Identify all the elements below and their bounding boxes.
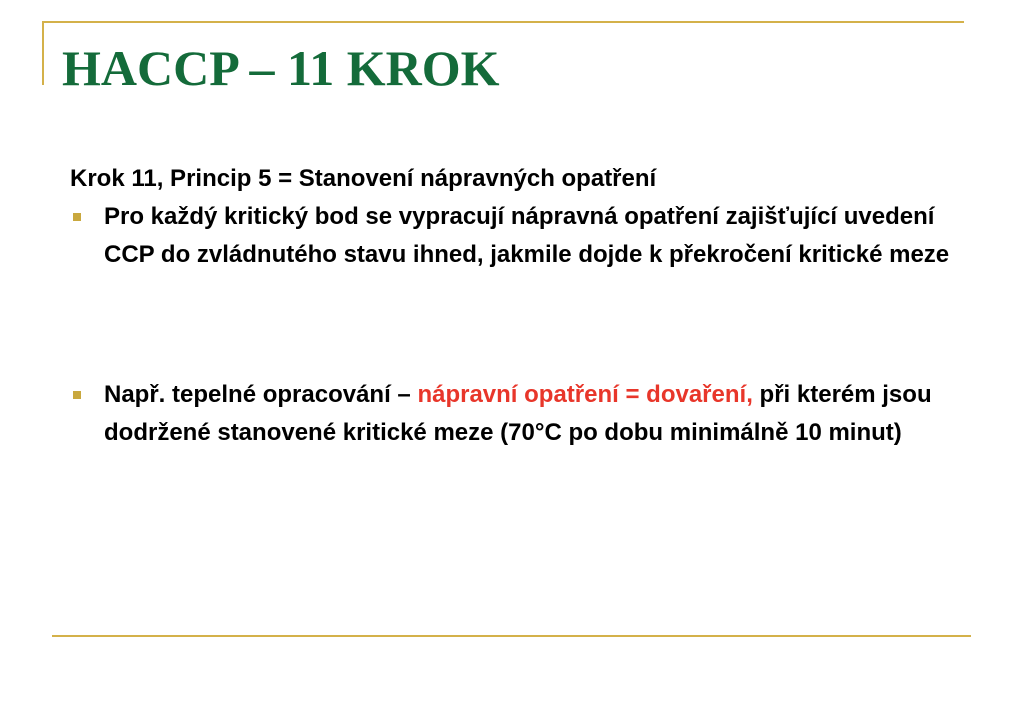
slide-content	[70, 160, 970, 452]
square-bullet-icon	[73, 391, 81, 399]
intro-line: Krok 11, Princip 5 = Stanovení nápravných opatření	[70, 165, 657, 192]
square-bullet-icon	[73, 213, 81, 221]
bullet-text-2	[104, 376, 970, 452]
bullet-2-suffix: při kterém jsou dodržené stanovené kritické meze (70°C po dobu minimálně 10 minut)	[104, 381, 932, 446]
bullet-2-highlight: nápravní opatření = dovaření,	[417, 381, 753, 408]
bullet-item-1	[70, 198, 970, 274]
frame-bottom-line	[52, 635, 971, 637]
slide-title: HACCP – 11 KROK	[62, 40, 500, 96]
bullet-item-2	[70, 376, 970, 452]
bullet-text-1: Pro každý kritický bod se vypracují nápravná opatření zajišťující uvedení CCP do zvládnutého stavu ihned, jakmile dojde k překročení kritické meze	[104, 203, 950, 268]
bullet-list	[70, 198, 970, 452]
bullet-2-prefix: Např. tepelné opracování –	[104, 381, 418, 408]
frame-left-line	[42, 21, 44, 85]
frame-top-line	[44, 21, 964, 23]
